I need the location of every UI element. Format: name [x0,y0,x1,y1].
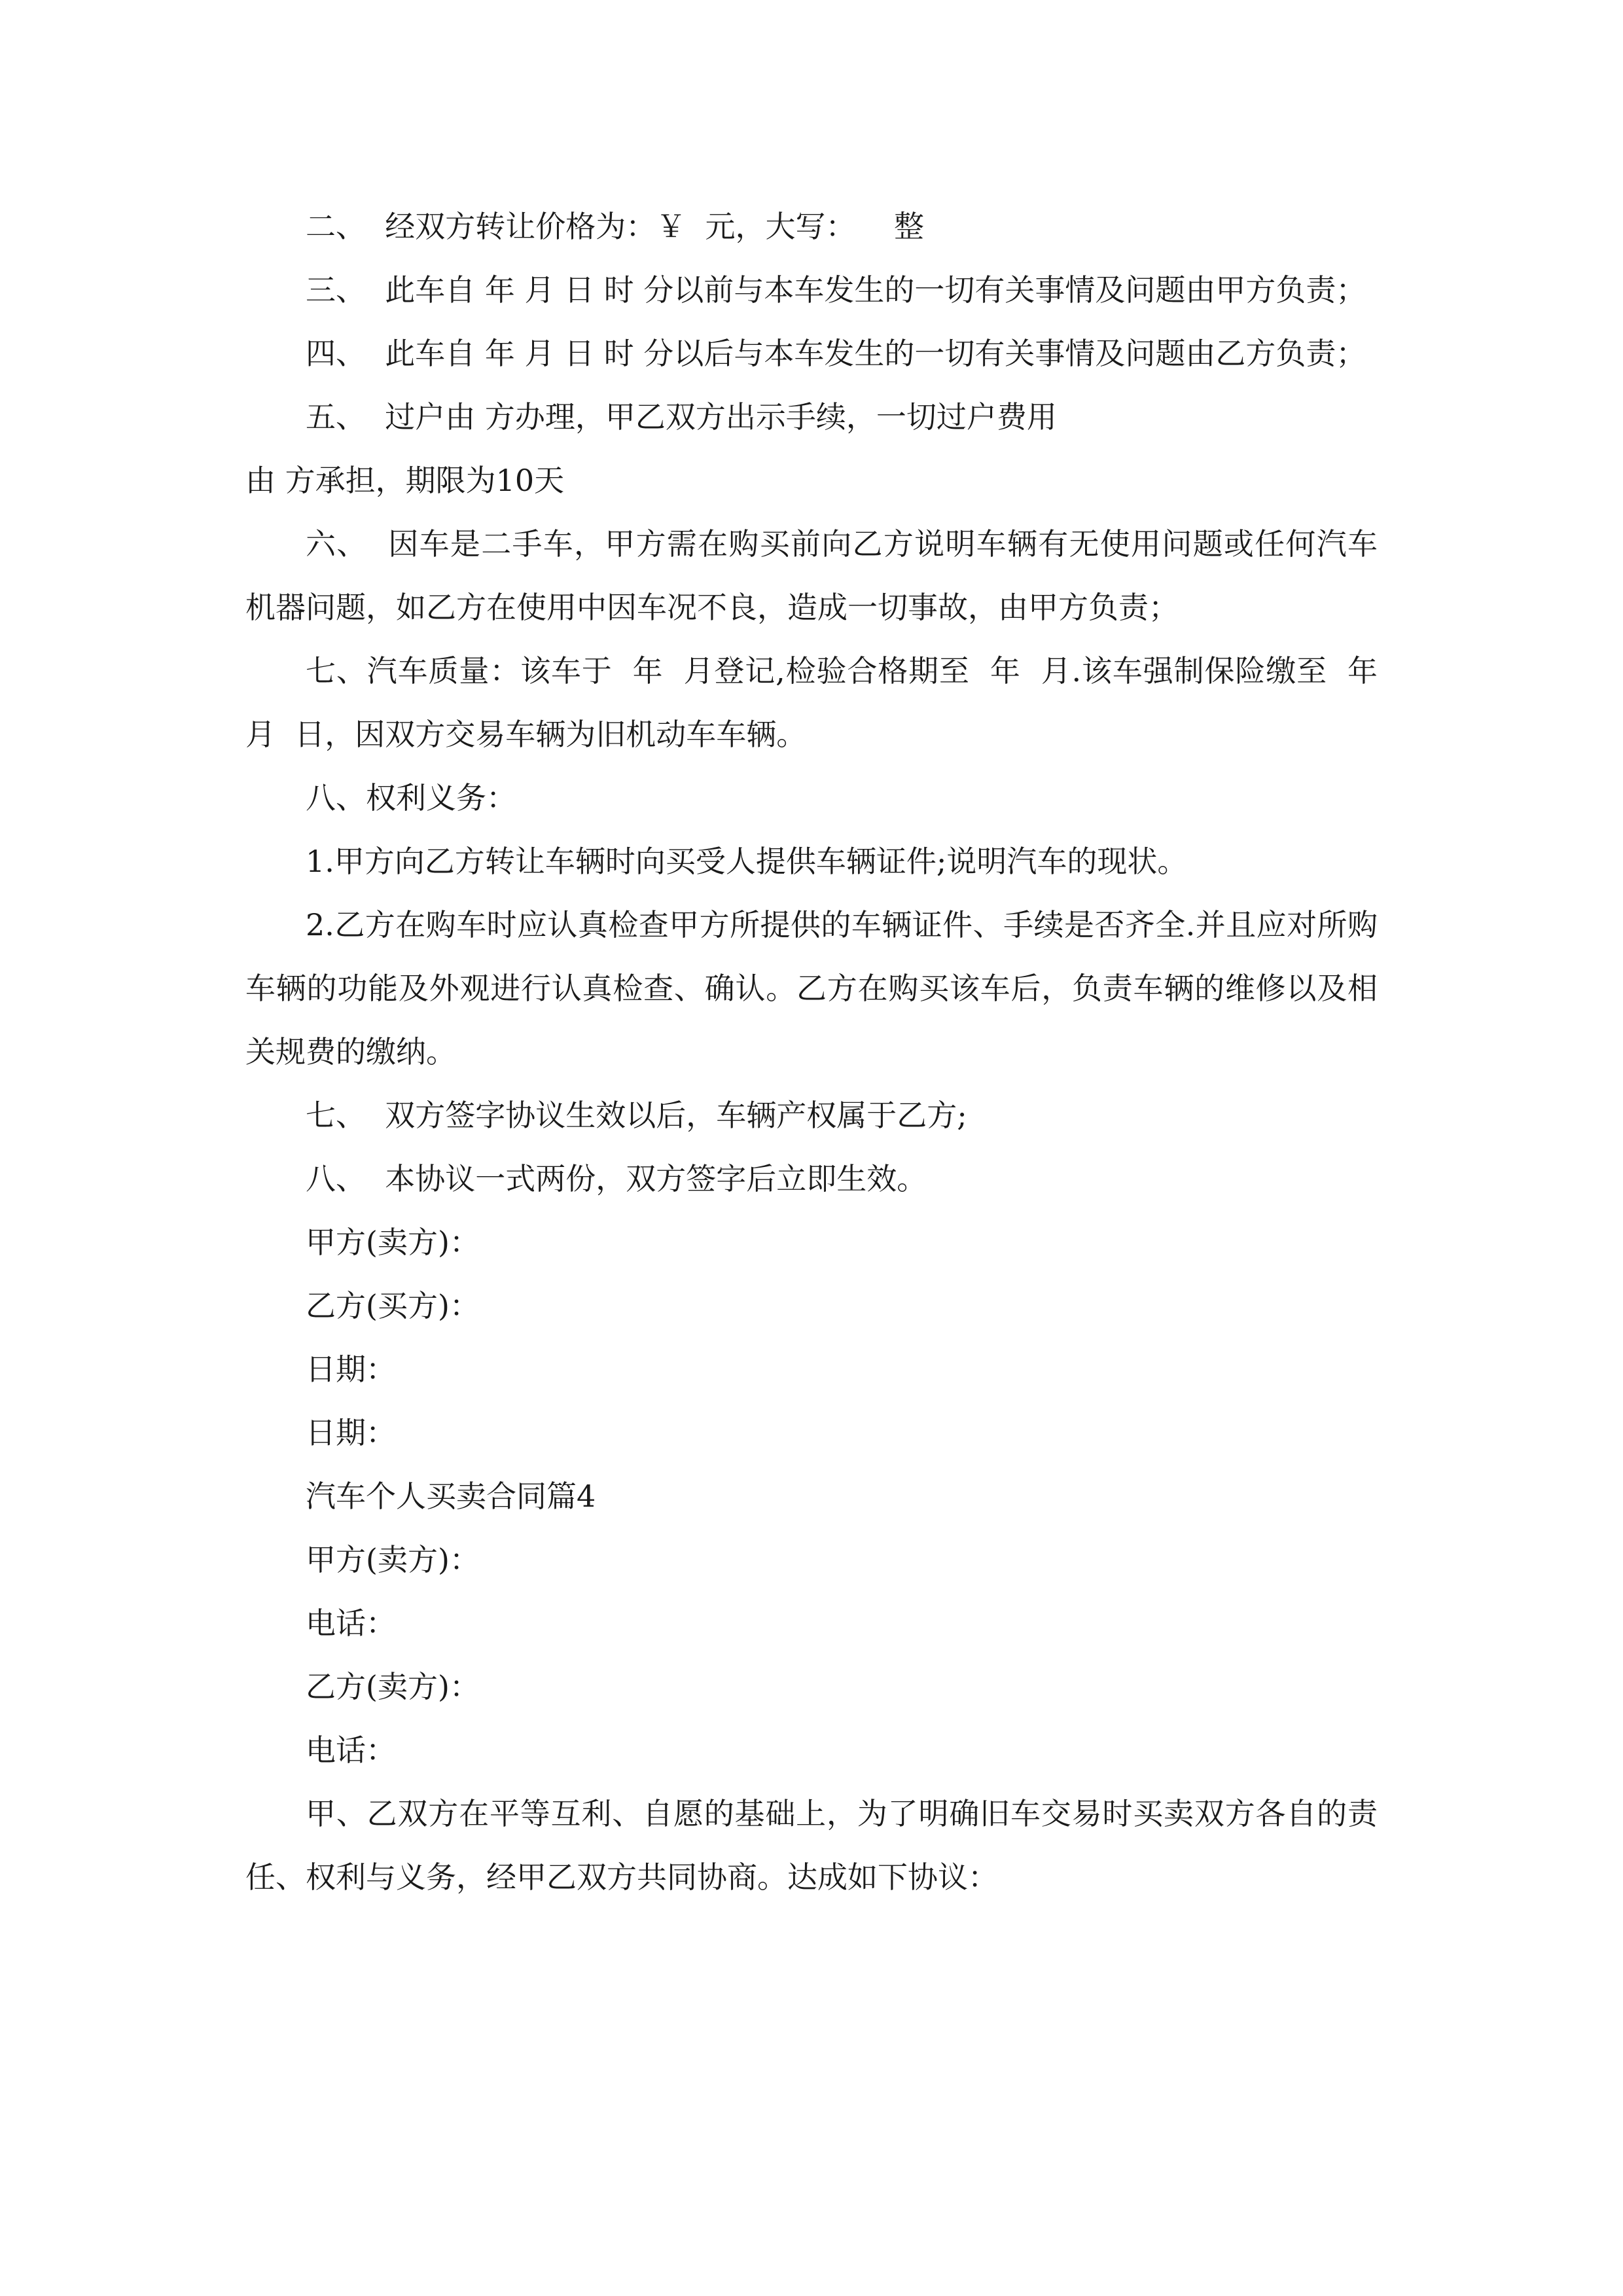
clause-8-copies: 八、 本协议一式两份，双方签字后立即生效。 [306,1161,927,1196]
document-body [245,195,1397,1909]
clause-7-ownership: 七、 双方签字协议生效以后，车辆产权属于乙方; [306,1098,967,1133]
clause-3-before-transfer: 三、 此车自 年 月 日 时 分以前与本车发生的一切有关事情及问题由甲方负责； [306,272,1366,308]
clause-5-transfer-registration: 五、 过户由 方办理，甲乙双方出示手续，一切过户费用 [306,399,1057,435]
clause-7-car-quality: 七、汽车质量：该车于 年 月登记,检验合格期至 年 月.该车强制保险缴至 年 月 日，因双方交易车辆为旧机动车车辆。 [245,653,1397,752]
party-a-phone: 电话： [306,1605,396,1641]
clause-8-rights-heading: 八、权利义务： [306,780,516,816]
signature-date-2: 日期： [306,1415,396,1450]
clause-2-price: 二、 经双方转让价格为：￥ 元，大写： 整 [306,209,924,244]
signature-party-b: 乙方(买方)： [306,1288,480,1323]
rights-item-2: 2.乙方在购车时应认真检查甲方所提供的车辆证件、手续是否齐全.并且应对所购车辆的功能及外观进行认真检查、确认。乙方在购买该车后，负责车辆的维修以及相关规费的缴纳。 [245,907,1378,1069]
rights-item-1: 1.甲方向乙方转让车辆时向买受人提供车辆证件;说明汽车的现状。 [306,844,1188,879]
party-b-label: 乙方(卖方)： [306,1669,480,1704]
section-title: 汽车个人买卖合同篇4 [306,1479,596,1514]
clause-4-after-transfer: 四、 此车自 年 月 日 时 分以后与本车发生的一切有关事情及问题由乙方负责； [306,336,1366,371]
party-a-label: 甲方(卖方)： [306,1542,480,1577]
agreement-preamble: 甲、乙双方在平等互利、自愿的基础上，为了明确旧车交易时买卖双方各自的责任、权利与义务，经甲乙双方共同协商。达成如下协议： [245,1796,1378,1895]
signature-date-1: 日期： [306,1352,396,1387]
clause-6-used-car: 六、 因车是二手车，甲方需在购买前向乙方说明车辆有无使用问题或任何汽车机器问题，如乙方在使用中因车况不良，造成一切事故，由甲方负责； [245,526,1378,625]
clause-5-transfer-fee: 由 方承担，期限为10天 [245,463,565,498]
party-b-phone: 电话： [306,1732,396,1768]
signature-party-a: 甲方(卖方)： [306,1225,480,1260]
